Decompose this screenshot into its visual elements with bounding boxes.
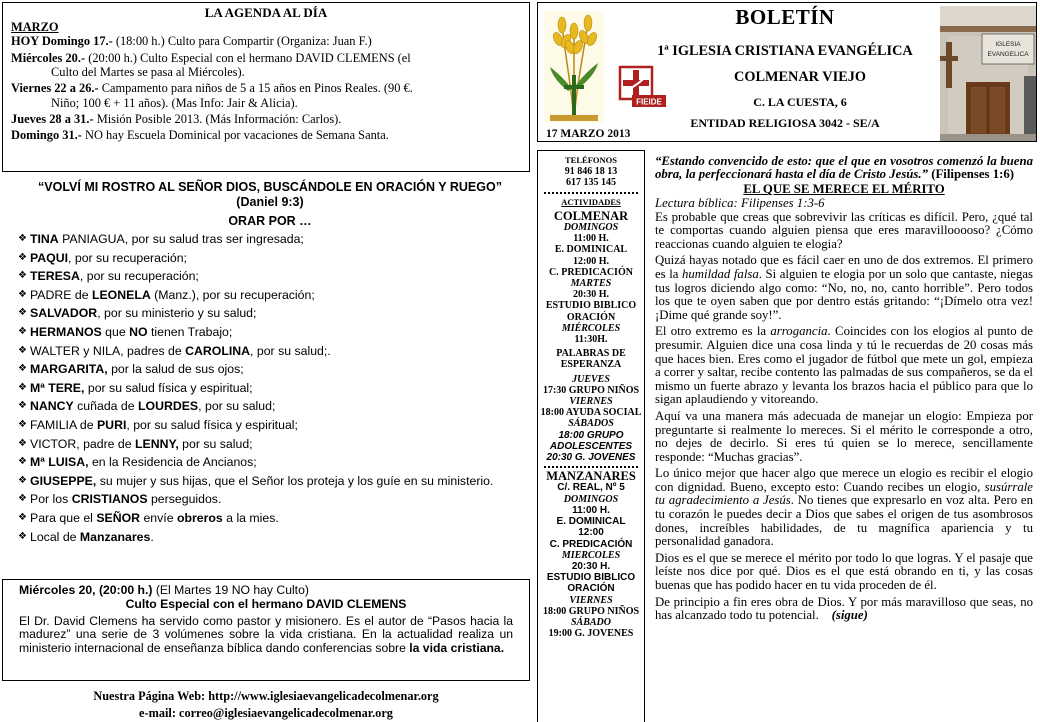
schedule-day: DOMINGOS: [563, 222, 619, 234]
dotted-divider: [544, 192, 638, 194]
article-paragraph: Lo único mejor que hacer algo que merece un elogio es recibir el elogio con dignidad. Bueno, excepto esto: Cuando recibes un elogio, susúrrale tu agradecimiento a Jesús. No tienes que expresarlo en voz alta. Pero en tu corazón le puedes decir a Dios que sabes el origen de tus asombrosos dones, increíbles habilidades, de tu magnífica apariencia y tu personalidad ganadora.: [655, 466, 1033, 549]
svg-text:EVANGELICA: EVANGELICA: [987, 51, 1029, 58]
prayer-item: ❖ HERMANOS que NO tienen Trabajo;: [20, 325, 520, 340]
prayer-item: ❖ Por los CRISTIANOS perseguidos.: [20, 492, 520, 507]
manzanares-heading: MANZANARES: [546, 469, 636, 484]
prayer-item: ❖ SALVADOR, por su ministerio y su salud;: [20, 306, 520, 321]
schedule-time: 11:30H.: [574, 334, 608, 346]
bulletin-header: [537, 2, 1037, 142]
prayer-item: ❖ MARGARITA, por la salud de sus ojos;: [20, 362, 520, 377]
prayer-item: ❖ FAMILIA de PURI, por su salud física y espiritual;: [20, 418, 520, 433]
article-paragraph: Quizá hayas notado que es fácil caer en uno de dos extremos. El primero es la humildad falsa. Si alguien te elogia por un solo que cantaste, niegas tus logros diciendo algo como: “No, no, no, canto horrible”. Pero todos los que te oyen saben que por dentro estás gritando: “¡Dímelo otra vez! ¡Dime qué grande soy!”.: [655, 253, 1033, 322]
prayer-item: ❖ TERESA, por su recuperación;: [20, 269, 520, 284]
footer-links: [2, 688, 530, 722]
prayer-item: ❖ Mª LUISA, en la Residencia de Ancianos;: [20, 455, 520, 470]
schedule-activity: 18:00 GRUPO NIÑOS: [542, 605, 640, 617]
schedule-sidebar: [537, 150, 645, 722]
agenda-item: Viernes 22 a 26.- Campamento para niños de 5 a 15 años en Pinos Reales. (90 €. Niño; 100 € + 11 años). (Mas Info: Jair & Alicia).: [11, 81, 413, 110]
fieide-logo-text: FIEIDE: [636, 97, 662, 107]
article-reading: Lectura bíblica: Filipenses 1:3-6: [655, 196, 825, 210]
agenda-item: HOY Domingo 17.- (18:00 h.) Culto para Compartir (Organiza: Juan F.): [11, 34, 372, 49]
phone-2: 617 135 145: [566, 177, 616, 189]
church-name: 1ª IGLESIA CRISTIANA EVANGÉLICA: [657, 43, 913, 59]
schedule-activity: PALABRAS DE: [556, 348, 626, 360]
schedule-time: 11:00 H.: [573, 233, 609, 245]
prayer-heading: “VOLVÍ MI ROSTRO AL SEÑOR DIOS, BUSCÁNDOLE EN ORACIÓN Y RUEGO” (Daniel 9:3): [38, 180, 502, 209]
prayer-section: [20, 180, 520, 548]
schedule-day: SÁBADOS: [568, 418, 614, 430]
schedule-activity: 18:00 AYUDA SOCIAL: [540, 407, 642, 419]
schedule-time: 20:30 H.: [572, 289, 610, 301]
schedule-day: DOMINGOS: [563, 493, 619, 505]
manzanares-address: C/. REAL, Nº 5: [557, 482, 625, 494]
continued-marker: (sigue): [831, 608, 868, 623]
wheat-cross-logo: [544, 11, 604, 123]
special-service-date: Miércoles 20, (20:00 h.) (El Martes 19 NO hay Culto): [19, 583, 309, 597]
activities-label: ACTIVIDADES: [561, 196, 621, 207]
schedule-day: SÁBADO: [570, 616, 611, 628]
prayer-item: ❖ NANCY cuñada de LOURDES, por su salud;: [20, 399, 520, 414]
special-service-box: [2, 579, 530, 681]
prayer-item: ❖ GIUSEPPE, su mujer y sus hijas, que el Señor los proteja y los guíe en su ministerio.: [20, 474, 520, 489]
prayer-item: ❖ VICTOR, padre de LENNY, por su salud;: [20, 437, 520, 452]
schedule-activity: 17:30 GRUPO NIÑOS: [542, 384, 640, 396]
religious-entity: ENTIDAD RELIGIOSA 3042 - SE/A: [690, 116, 880, 130]
church-photo: [940, 6, 1036, 141]
schedule-activity: E. DOMINICAL: [554, 244, 628, 256]
prayer-item: ❖ Mª TERE, por su salud física y espiritual;: [20, 381, 520, 396]
article-paragraph: Aquí va una manera más adecuada de manejar un elogio: Empieza por preguntarte si realmente lo mereces. Si el mérito le corresponde a otro, no dejes de decirlo. Si eres tú quien se lo merece, sencillamente responde: “Muchas gracias”.: [655, 408, 1033, 464]
agenda-item: Miércoles 20.- (20:00 h.) Culto Especial con el hermano DAVID CLEMENS (el Culto del Martes se pasa al Miércoles).: [11, 50, 411, 79]
article-title: EL QUE SE MERECE EL MÉRITO: [743, 182, 945, 197]
phone-1: 91 846 18 13: [564, 166, 618, 178]
schedule-activity: E. DOMINICAL: [556, 516, 626, 528]
article-paragraph: Dios es el que se merece el mérito por todo lo que logras. Y el pasaje que leíste nos dice por qué. Dios es el que está obrando en ti, y las cosas buenas que has podido hacer en tu vida proceden de él.: [655, 550, 1033, 593]
schedule-activity: ESTUDIO BIBLICO: [545, 300, 637, 312]
article-paragraph: El otro extremo es la arrogancia. Coincides con los elogios al punto de presumir. Alguien dice una cosa linda y tú le recuerdas de 20 cosas más que haces bien. Eres como el jugador de fútbol que mete un gol, empieza a correr y saltar, recibe contento las palmadas de sus compañeros, se da el mismo un fuerte abrazo y levanta los brazos hacia el público para que lo sigan aplaudiendo y vitoreando.: [655, 324, 1033, 407]
bulletin-title: BOLETÍN: [735, 5, 835, 29]
email-link[interactable]: e-mail: correo@iglesiaevangelicadecolmenar.org: [139, 706, 393, 720]
agenda-item: Jueves 28 a 31.- Misión Posible 2013. (Más Información: Carlos).: [11, 111, 342, 126]
schedule-activity: 18:00 GRUPO: [558, 429, 624, 441]
article-paragraph: Es probable que creas que sobrevivir las críticas es difícil. Pero, ¿qué tal te comportas cuando alguien piensa que eres maravillooooso? ¿Cómo reaccionas cuando alguien te elogia?: [655, 209, 1033, 251]
website-link[interactable]: Nuestra Página Web: http://www.iglesiaevangelicadecolmenar.org: [93, 689, 439, 703]
schedule-day: MIÉRCOLES: [561, 322, 621, 334]
schedule-day: MARTES: [570, 278, 612, 290]
agenda-item: Domingo 31.- NO hay Escuela Dominical por vacaciones de Semana Santa.: [11, 128, 389, 143]
agenda-title: LA AGENDA AL DÍA: [204, 5, 328, 20]
schedule-activity: 20:30 G. JOVENES: [546, 452, 636, 464]
church-address: C. LA CUESTA, 6: [753, 95, 847, 109]
schedule-activity: ORACIÓN: [567, 583, 615, 595]
prayer-item: ❖ Para que el SEÑOR envíe obreros a la mies.: [20, 511, 520, 526]
schedule-time: 20:30 H.: [571, 560, 611, 572]
schedule-activity: ESPERANZA: [560, 359, 622, 371]
devotional-article: [655, 155, 1033, 626]
schedule-day: JUEVES: [572, 373, 610, 385]
prayer-item: ❖ PADRE de LEONELA (Manz.), por su recuperación;: [20, 288, 520, 303]
schedule-time: 12:00 H.: [572, 255, 610, 267]
article-quote: “Estando convencido de esto: que el que en vosotros comenzó la buena obra, la perfeccionará hasta el día de Cristo Jesús.” (Filipenses 1:6): [655, 154, 1033, 182]
schedule-activity: C. PREDICACIÓN: [549, 538, 633, 550]
dotted-divider: [544, 466, 638, 468]
schedule-day: VIERNES: [569, 594, 613, 606]
article-paragraph: De principio a fin eres obra de Dios. Y por más maravilloso que seas, no has alcanzado todo tu potencial. (sigue): [655, 594, 1033, 623]
agenda-month: MARZO: [11, 20, 59, 35]
prayer-subheading: ORAR POR …: [228, 214, 312, 228]
schedule-activity: C. PREDICACIÓN: [549, 266, 633, 278]
schedule-day: MIERCOLES: [561, 549, 621, 561]
colmenar-heading: COLMENAR: [553, 208, 629, 223]
phones-label: TELÉFONOS: [565, 155, 617, 165]
prayer-item: ❖ PAQUI, por su recuperación;: [20, 251, 520, 266]
church-city: COLMENAR VIEJO: [734, 69, 866, 85]
prayer-list: [20, 232, 520, 544]
schedule-time: 12:00: [578, 527, 604, 539]
church-sign-text: IGLESIA: [995, 41, 1021, 48]
schedule-day: VIERNES: [569, 396, 613, 408]
special-service-title: Culto Especial con el hermano DAVID CLEMENS: [125, 597, 407, 612]
schedule-activity: ESTUDIO BIBLICO: [546, 572, 636, 584]
special-service-body: El Dr. David Clemens ha servido como pastor y misionero. Es el autor de “Pasos hacia la madurez” una serie de 3 volúmenes sobre la vida cristiana. En la actualidad realiza un ministerio internacional de enseñanza bíblica dando conferencias sobre la vida cristiana.: [19, 613, 513, 655]
schedule-activity: ORACIÓN: [566, 311, 616, 323]
schedule-activity: ADOLESCENTES: [549, 440, 633, 452]
schedule-time: 11:00 H.: [572, 504, 610, 516]
prayer-item: ❖ WALTER y NILA, padres de CAROLINA, por su salud;.: [20, 344, 520, 359]
prayer-item: ❖ Local de Manzanares.: [20, 530, 520, 545]
bulletin-date: 17 MARZO 2013: [546, 128, 631, 140]
agenda-box: [2, 2, 530, 172]
prayer-item: ❖ TINA PANIAGUA, por su salud tras ser ingresada;: [20, 232, 520, 247]
schedule-activity: 19:00 G. JOVENES: [548, 628, 634, 640]
